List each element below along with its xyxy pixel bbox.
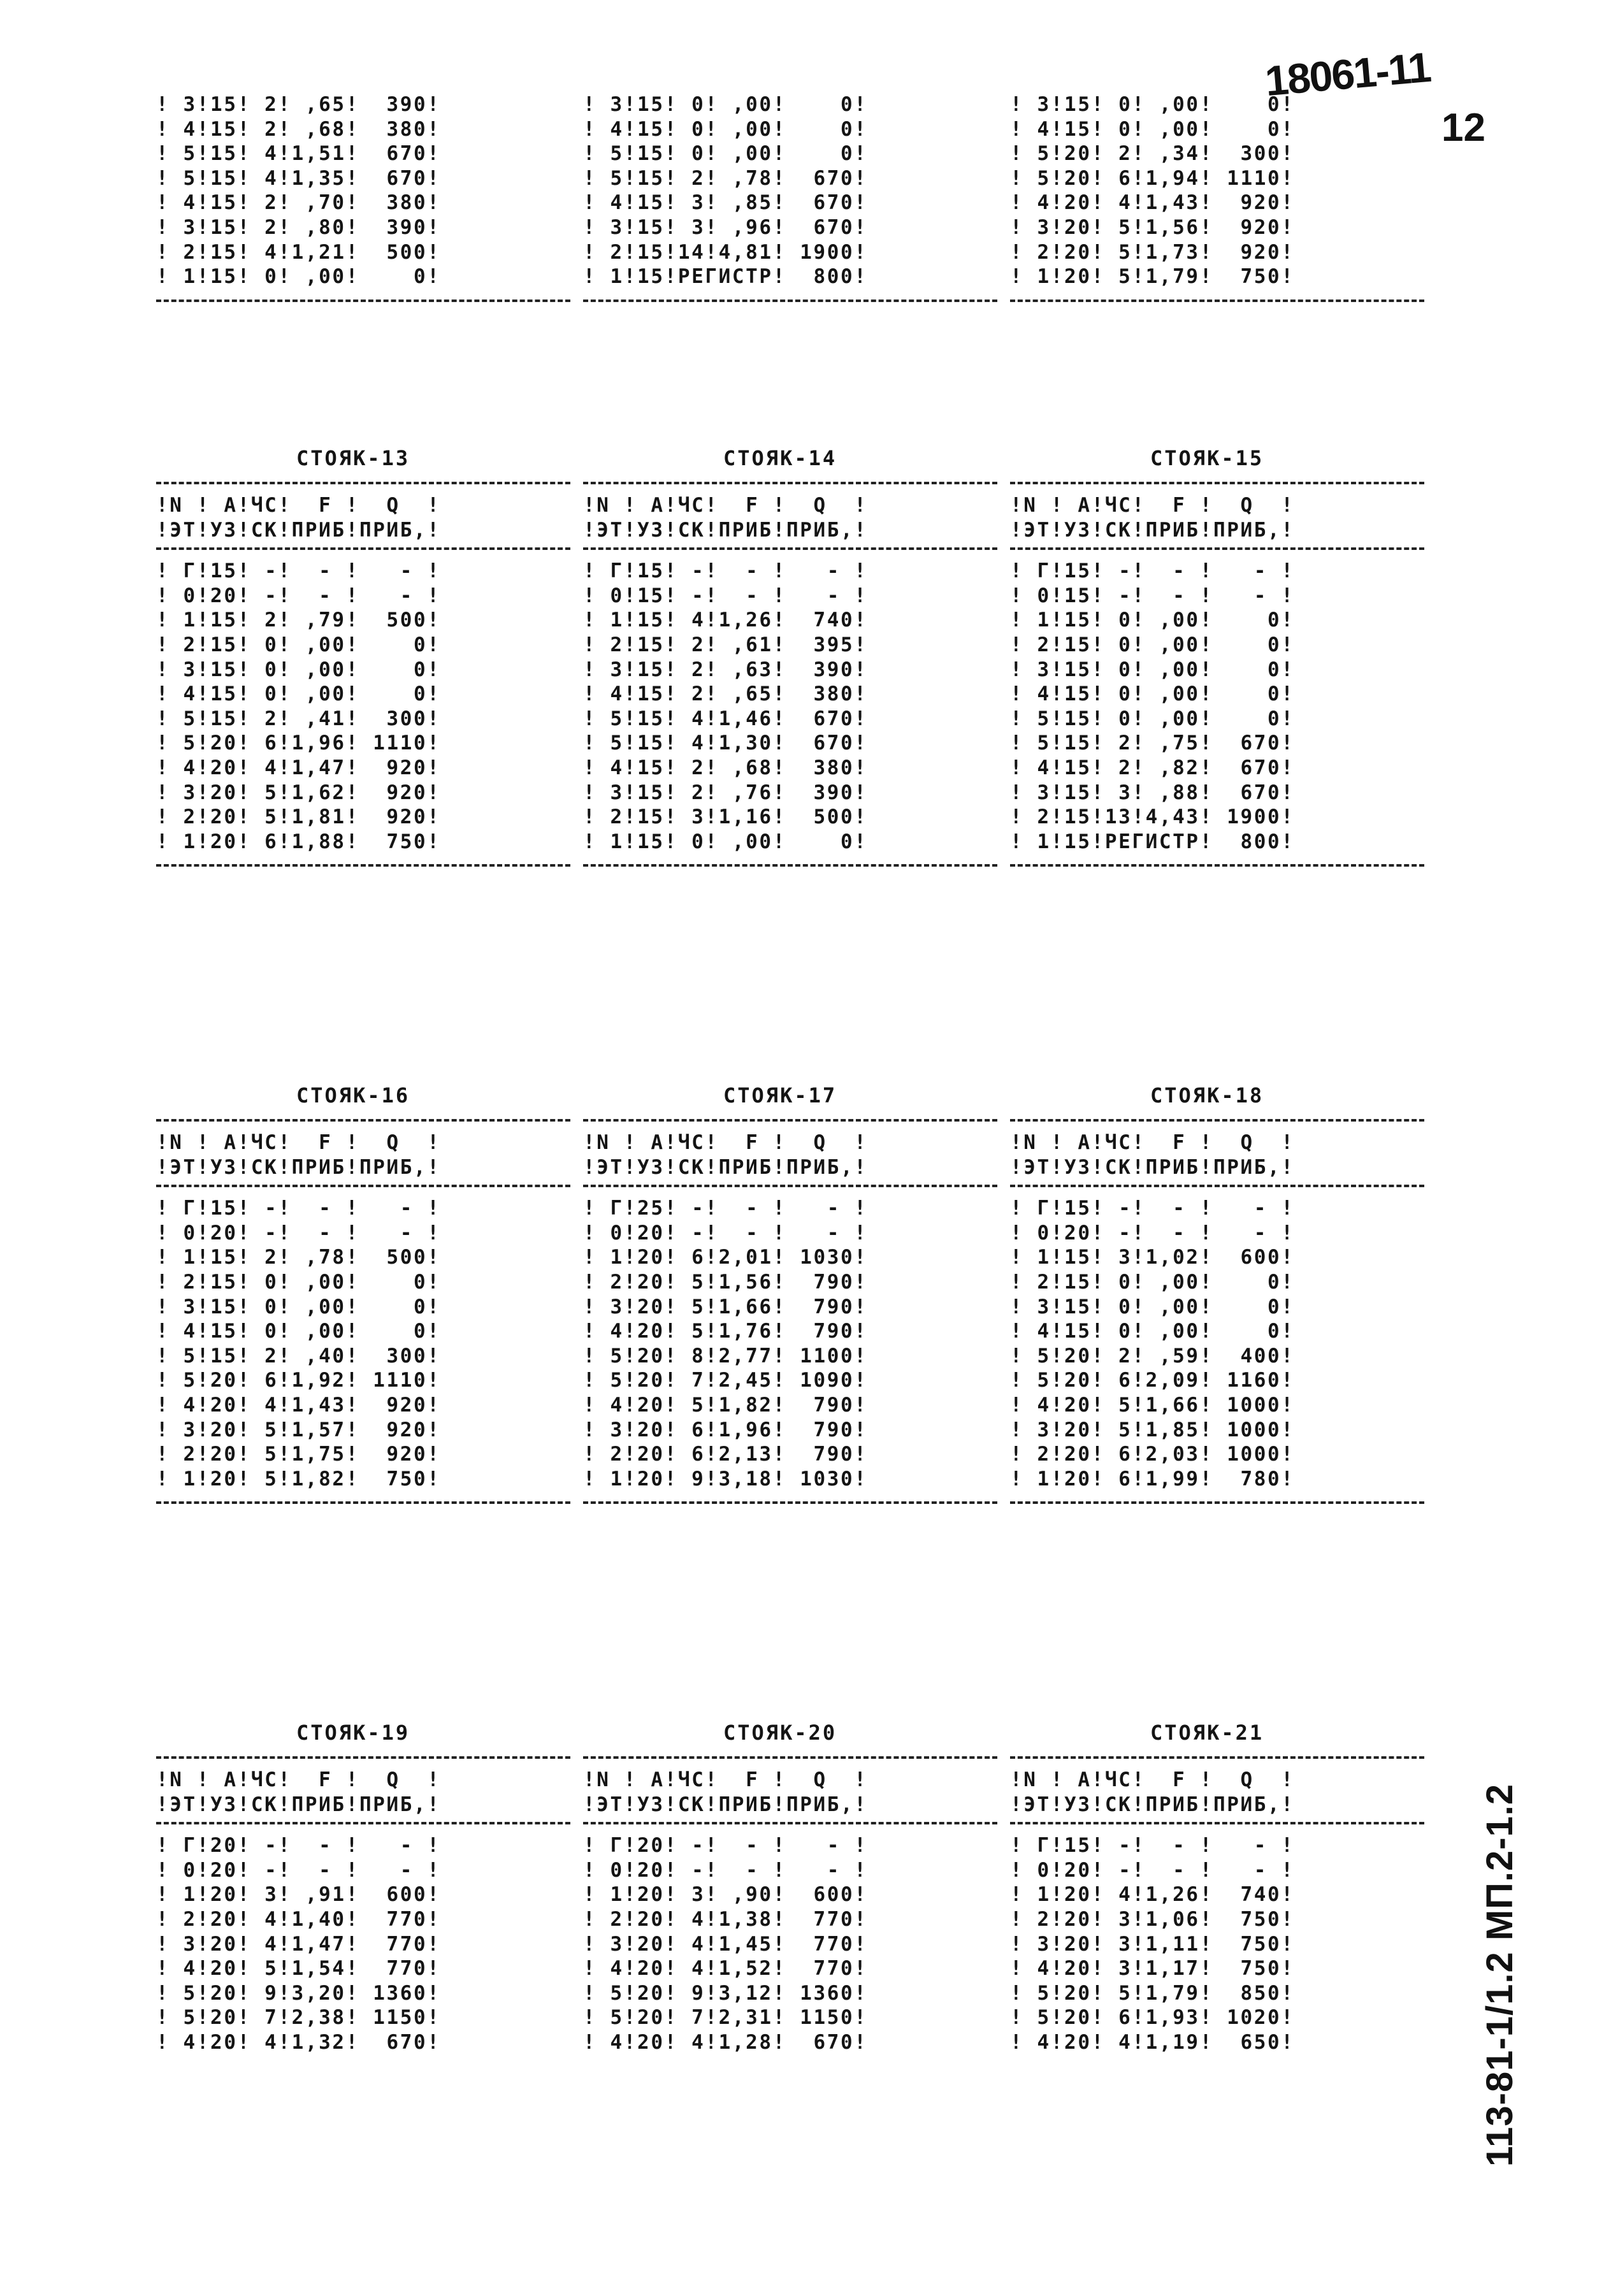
table-row: ! 0!20! -! - ! - !: [1010, 1858, 1295, 1882]
table-row: ! 4!15! 0! ,00! 0!: [1010, 1320, 1295, 1343]
table-header: !ЭТ!УЗ!СК!ПРИБ!ПРИБ,!: [156, 1155, 441, 1179]
dashed-rule: [1010, 1501, 1424, 1504]
table-row: ! 5!20! 6!1,96! 1110!: [156, 732, 441, 755]
table-row: ! 4!20! 4!1,32! 670!: [156, 2030, 441, 2054]
table-row: ! 4!20! 5!1,82! 790!: [583, 1393, 868, 1417]
table-row: ! 3!15! 0! ,00! 0!: [1010, 1295, 1295, 1318]
table-row: ! 2!15! 0! ,00! 0!: [1010, 633, 1295, 656]
table-row: ! 3!15! 0! ,00! 0!: [583, 93, 868, 116]
table-row: ! 4!20! 4!1,43! 920!: [1010, 191, 1295, 215]
table-row: ! 4!20! 5!1,76! 790!: [583, 1320, 868, 1343]
stoyak-title: СТОЯК-14: [723, 446, 837, 470]
table-row: ! 0!20! -! - ! - !: [1010, 1221, 1295, 1245]
table-row: ! 1!20! 4!1,26! 740!: [1010, 1883, 1295, 1907]
table-row: ! 3!15! 0! ,00! 0!: [156, 658, 441, 681]
table-row: ! 3!15! 2! ,76! 390!: [583, 781, 868, 804]
table-row: ! 3!15! 0! ,00! 0!: [1010, 93, 1295, 116]
stoyak-title: СТОЯК-20: [723, 1721, 837, 1745]
dashed-rule: [583, 547, 997, 550]
table-row: ! 5!20! 7!2,45! 1090!: [583, 1369, 868, 1392]
table-top-left: [156, 92, 570, 302]
table-row: ! 5!20! 5!1,79! 850!: [1010, 1981, 1295, 2005]
table-row: ! 0!15! -! - ! - !: [1010, 584, 1295, 607]
table-row: ! 0!20! -! - ! - !: [583, 1221, 868, 1245]
table-row: ! 5!20! 2! ,34! 300!: [1010, 142, 1295, 166]
table-row: ! 1!15! 2! ,79! 500!: [156, 609, 441, 632]
table-header: !N ! A!ЧС! F ! Q !: [1010, 1768, 1295, 1791]
dashed-rule: [583, 300, 997, 302]
table-row: ! 4!15! 2! ,68! 380!: [156, 117, 441, 141]
table-header: !N ! A!ЧС! F ! Q !: [1010, 1131, 1295, 1154]
table-row: ! 5!15! 4!1,30! 670!: [583, 732, 868, 755]
stoyak-table: [1010, 1114, 1424, 1504]
table-header: !ЭТ!УЗ!СК!ПРИБ!ПРИБ,!: [156, 518, 441, 542]
dashed-rule: [1010, 1119, 1424, 1122]
table-row: ! 5!15! 0! ,00! 0!: [1010, 707, 1295, 730]
table-row: ! 2!15!14!4,81! 1900!: [583, 240, 868, 264]
table-row: ! 2!15! 0! ,00! 0!: [156, 1270, 441, 1294]
page-number: 12: [1441, 106, 1485, 150]
table-row: ! 2!15! 2! ,61! 395!: [583, 633, 868, 656]
table-row: ! 3!15! 0! ,00! 0!: [156, 1295, 441, 1318]
table-row: ! 4!15! 0! ,00! 0!: [156, 1320, 441, 1343]
table-row: ! 2!20! 5!1,75! 920!: [156, 1443, 441, 1466]
table-row: ! 0!20! -! - ! - !: [156, 584, 441, 607]
table-row: ! 4!15! 2! ,65! 380!: [583, 682, 868, 706]
stoyak-title: СТОЯК-16: [296, 1083, 410, 1108]
table-row: ! 5!15! 0! ,00! 0!: [583, 142, 868, 166]
table-row: ! 1!20! 6!1,99! 780!: [1010, 1467, 1295, 1491]
stoyak-title: СТОЯК-18: [1150, 1083, 1264, 1108]
table-row: ! 3!15! 0! ,00! 0!: [1010, 658, 1295, 681]
table-row: ! 0!15! -! - ! - !: [583, 584, 868, 607]
table-row: ! Г!25! -! - ! - !: [583, 1197, 868, 1220]
table-top-middle: [583, 92, 997, 302]
table-row: ! 1!15! 3!1,02! 600!: [1010, 1246, 1295, 1269]
dashed-rule: [156, 1119, 570, 1122]
table-row: ! 1!20! 6!2,01! 1030!: [583, 1246, 868, 1269]
table-row: ! 1!20! 5!1,79! 750!: [1010, 265, 1295, 289]
table-header: !N ! A!ЧС! F ! Q !: [583, 1768, 868, 1791]
table-row: ! 4!20! 5!1,54! 770!: [156, 1957, 441, 1981]
table-row: ! 1!15! 0! ,00! 0!: [156, 265, 441, 289]
table-header: !N ! A!ЧС! F ! Q !: [583, 494, 868, 517]
table-row: ! 2!20! 5!1,73! 920!: [1010, 240, 1295, 264]
stoyak-title: СТОЯК-13: [296, 446, 410, 470]
table-row: ! 5!20! 6!1,92! 1110!: [156, 1369, 441, 1392]
table-row: ! 5!20! 2! ,59! 400!: [1010, 1344, 1295, 1368]
stoyak-title: СТОЯК-15: [1150, 446, 1264, 470]
table-row: ! 3!20! 6!1,96! 790!: [583, 1418, 868, 1441]
stoyak-table: [1010, 1751, 1424, 2055]
table-row: ! 5!15! 2! ,41! 300!: [156, 707, 441, 730]
table-row: ! Г!15! -! - ! - !: [1010, 1197, 1295, 1220]
table-top-right: [1010, 92, 1424, 302]
dashed-rule: [1010, 300, 1424, 302]
dashed-rule: [1010, 547, 1424, 550]
table-row: ! 2!20! 5!1,56! 790!: [583, 1270, 868, 1294]
table-row: ! 5!20! 7!2,31! 1150!: [583, 2006, 868, 2030]
dashed-rule: [583, 864, 997, 867]
table-row: ! 3!15! 3! ,96! 670!: [583, 215, 868, 239]
dashed-rule: [583, 1822, 997, 1824]
table-row: ! 3!15! 2! ,63! 390!: [583, 658, 868, 681]
dashed-rule: [156, 1756, 570, 1759]
table-row: ! Г!15! -! - ! - !: [156, 560, 441, 583]
table-row: ! 4!15! 0! ,00! 0!: [1010, 117, 1295, 141]
stoyak-table: [583, 477, 997, 867]
dashed-rule: [156, 547, 570, 550]
table-row: ! 3!20! 5!1,66! 790!: [583, 1295, 868, 1318]
table-row: ! 3!20! 4!1,45! 770!: [583, 1932, 868, 1956]
stoyak-table: [156, 1114, 570, 1504]
stoyak-title: СТОЯК-19: [296, 1721, 410, 1745]
table-row: ! 5!20! 6!1,93! 1020!: [1010, 2006, 1295, 2030]
table-row: ! 2!15! 4!1,21! 500!: [156, 240, 441, 264]
table-row: ! 4!20! 4!1,19! 650!: [1010, 2030, 1295, 2054]
table-row: ! 3!20! 3!1,11! 750!: [1010, 1932, 1295, 1956]
table-row: ! 2!15!13!4,43! 1900!: [1010, 805, 1295, 829]
stoyak-table: [583, 1751, 997, 2055]
dashed-rule: [156, 1501, 570, 1504]
table-row: ! 3!20! 5!1,62! 920!: [156, 781, 441, 804]
table-row: ! 5!15! 4!1,35! 670!: [156, 166, 441, 190]
dashed-rule: [583, 1501, 997, 1504]
table-row: ! Г!20! -! - ! - !: [583, 1834, 868, 1858]
table-header: !N ! A!ЧС! F ! Q !: [583, 1131, 868, 1154]
table-row: ! 1!15! 2! ,78! 500!: [156, 1246, 441, 1269]
table-row: ! 4!15! 2! ,82! 670!: [1010, 756, 1295, 779]
dashed-rule: [1010, 864, 1424, 867]
dashed-rule: [583, 1119, 997, 1122]
table-header: !ЭТ!УЗ!СК!ПРИБ!ПРИБ,!: [1010, 1155, 1295, 1179]
table-row: ! 4!15! 0! ,00! 0!: [1010, 682, 1295, 706]
table-row: ! 4!20! 4!1,28! 670!: [583, 2030, 868, 2054]
table-row: ! 2!20! 3!1,06! 750!: [1010, 1907, 1295, 1931]
table-row: ! 5!15! 2! ,78! 670!: [583, 166, 868, 190]
stoyak-table: [583, 1114, 997, 1504]
table-row: ! 5!20! 8!2,77! 1100!: [583, 1344, 868, 1368]
table-row: ! 1!15! 0! ,00! 0!: [583, 830, 868, 853]
archive-stamp-number: 18061-11: [1263, 43, 1433, 105]
table-row: ! 5!20! 7!2,38! 1150!: [156, 2006, 441, 2030]
table-row: ! 2!20! 5!1,81! 920!: [156, 805, 441, 829]
table-row: ! 2!20! 4!1,40! 770!: [156, 1907, 441, 1931]
table-row: ! 1!15!РЕГИСТР! 800!: [583, 265, 868, 289]
table-row: ! 5!20! 6!1,94! 1110!: [1010, 166, 1295, 190]
table-row: ! 3!20! 5!1,85! 1000!: [1010, 1418, 1295, 1441]
table-row: ! 3!20! 5!1,56! 920!: [1010, 215, 1295, 239]
dashed-rule: [583, 1185, 997, 1187]
document-code: 113-81-1/1.2 МП.2-1.2: [1479, 1783, 1520, 2167]
table-row: ! 1!15! 4!1,26! 740!: [583, 609, 868, 632]
stoyak-table: [156, 1751, 570, 2055]
dashed-rule: [583, 1756, 997, 1759]
table-row: ! 3!20! 4!1,47! 770!: [156, 1932, 441, 1956]
table-row: ! 2!15! 0! ,00! 0!: [1010, 1270, 1295, 1294]
stoyak-title: СТОЯК-17: [723, 1083, 837, 1108]
table-row: ! 1!20! 6!1,88! 750!: [156, 830, 441, 853]
table-row: ! 1!20! 9!3,18! 1030!: [583, 1467, 868, 1491]
table-header: !N ! A!ЧС! F ! Q !: [156, 494, 441, 517]
table-row: ! 3!20! 5!1,57! 920!: [156, 1418, 441, 1441]
table-header: !ЭТ!УЗ!СК!ПРИБ!ПРИБ,!: [156, 1793, 441, 1816]
table-header: !ЭТ!УЗ!СК!ПРИБ!ПРИБ,!: [1010, 1793, 1295, 1816]
table-row: ! 1!20! 3! ,90! 600!: [583, 1883, 868, 1907]
dashed-rule: [156, 300, 570, 302]
table-row: ! 4!20! 4!1,43! 920!: [156, 1393, 441, 1417]
table-row: ! 4!15! 0! ,00! 0!: [583, 117, 868, 141]
table-row: ! 4!20! 3!1,17! 750!: [1010, 1957, 1295, 1981]
table-header: !ЭТ!УЗ!СК!ПРИБ!ПРИБ,!: [583, 1793, 868, 1816]
table-row: ! 2!15! 0! ,00! 0!: [156, 633, 441, 656]
table-row: ! 4!15! 2! ,68! 380!: [583, 756, 868, 779]
table-row: ! 2!20! 4!1,38! 770!: [583, 1907, 868, 1931]
table-header: !ЭТ!УЗ!СК!ПРИБ!ПРИБ,!: [1010, 518, 1295, 542]
table-row: ! 5!20! 6!2,09! 1160!: [1010, 1369, 1295, 1392]
table-row: ! 1!15!РЕГИСТР! 800!: [1010, 830, 1295, 853]
table-row: ! 5!20! 9!3,12! 1360!: [583, 1981, 868, 2005]
table-header: !N ! A!ЧС! F ! Q !: [156, 1768, 441, 1791]
table-row: ! 0!20! -! - ! - !: [583, 1858, 868, 1882]
table-header: !ЭТ!УЗ!СК!ПРИБ!ПРИБ,!: [583, 1155, 868, 1179]
table-row: ! 5!20! 9!3,20! 1360!: [156, 1981, 441, 2005]
dashed-rule: [156, 1185, 570, 1187]
table-row: ! 1!15! 0! ,00! 0!: [1010, 609, 1295, 632]
table-row: ! Г!15! -! - ! - !: [156, 1197, 441, 1220]
table-row: ! 5!15! 4!1,46! 670!: [583, 707, 868, 730]
table-row: ! 1!20! 3! ,91! 600!: [156, 1883, 441, 1907]
table-row: ! 5!15! 2! ,40! 300!: [156, 1344, 441, 1368]
stoyak-table: [156, 477, 570, 867]
table-row: ! 4!15! 0! ,00! 0!: [156, 682, 441, 706]
table-row: ! Г!20! -! - ! - !: [156, 1834, 441, 1858]
table-row: ! 5!15! 2! ,75! 670!: [1010, 732, 1295, 755]
table-row: ! 4!20! 4!1,47! 920!: [156, 756, 441, 779]
table-header: !N ! A!ЧС! F ! Q !: [1010, 494, 1295, 517]
dashed-rule: [156, 1822, 570, 1824]
table-row: ! Г!15! -! - ! - !: [1010, 1834, 1295, 1858]
dashed-rule: [1010, 482, 1424, 484]
table-row: ! 0!20! -! - ! - !: [156, 1858, 441, 1882]
table-row: ! 2!20! 6!2,13! 790!: [583, 1443, 868, 1466]
table-row: ! 2!20! 6!2,03! 1000!: [1010, 1443, 1295, 1466]
stoyak-title: СТОЯК-21: [1150, 1721, 1264, 1745]
table-row: ! 4!15! 2! ,70! 380!: [156, 191, 441, 215]
table-row: ! 3!15! 3! ,88! 670!: [1010, 781, 1295, 804]
dashed-rule: [1010, 1822, 1424, 1824]
table-row: ! 5!15! 4!1,51! 670!: [156, 142, 441, 166]
dashed-rule: [156, 482, 570, 484]
table-row: ! Г!15! -! - ! - !: [1010, 560, 1295, 583]
table-row: ! 3!15! 2! ,65! 390!: [156, 93, 441, 116]
table-row: ! 4!15! 3! ,85! 670!: [583, 191, 868, 215]
table-header: !N ! A!ЧС! F ! Q !: [156, 1131, 441, 1154]
table-row: ! 4!20! 4!1,52! 770!: [583, 1957, 868, 1981]
dashed-rule: [1010, 1756, 1424, 1759]
table-row: ! 1!20! 5!1,82! 750!: [156, 1467, 441, 1491]
table-row: ! 2!15! 3!1,16! 500!: [583, 805, 868, 829]
dashed-rule: [1010, 1185, 1424, 1187]
dashed-rule: [583, 482, 997, 484]
table-row: ! 0!20! -! - ! - !: [156, 1221, 441, 1245]
table-row: ! 4!20! 5!1,66! 1000!: [1010, 1393, 1295, 1417]
table-header: !ЭТ!УЗ!СК!ПРИБ!ПРИБ,!: [583, 518, 868, 542]
table-row: ! 3!15! 2! ,80! 390!: [156, 215, 441, 239]
dashed-rule: [156, 864, 570, 867]
table-row: ! Г!15! -! - ! - !: [583, 560, 868, 583]
stoyak-table: [1010, 477, 1424, 867]
